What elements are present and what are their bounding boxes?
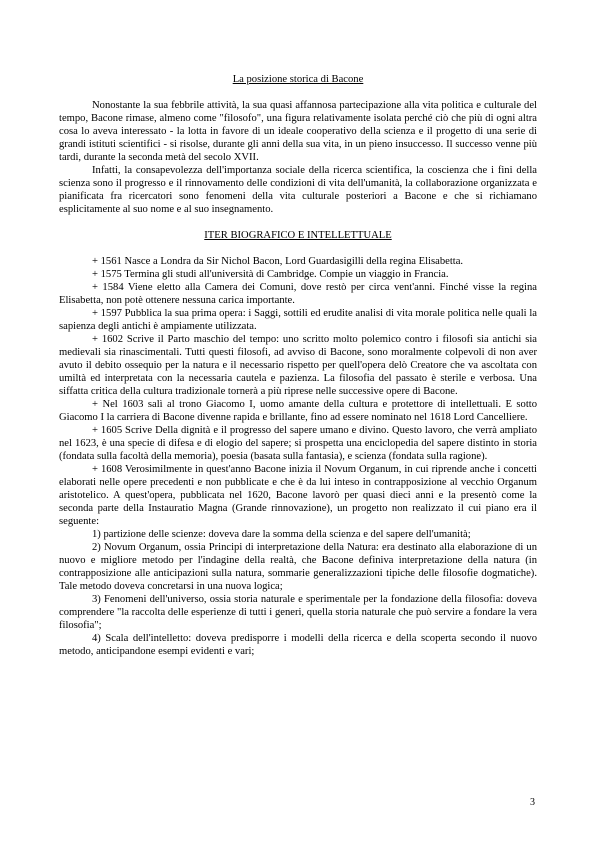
plan-item-2: 2) Novum Organum, ossia Principi di interpretazione della Natura: era destinato alla elaborazione di un nuovo e migliore metodo per l'indagine della realtà, che Bacone definiva interpretazione della natura (in contrapposizione alle anticipazioni sulla natura, sommarie generalizzazioni tipiche delle filosofie dogmatiche). Tale metodo doveva concretarsi in una nuova logica;	[59, 542, 537, 592]
biography-entry-1608: + 1608 Verosimilmente in quest'anno Bacone inizia il Novum Organum, in cui riprende anche i concetti elaborati nelle opere precedenti e non pubblicate e che è da lui inteso in contrapposizione al vecchio Organum aristotelico. A quest'opera, pubblicata nel 1620, Bacone lavorò per quasi dieci anni e la presentò come la seconda parte della Instauratio Magna (Grande rinnovazione), un progetto non realizzato il cui piano era il seguente:	[59, 464, 537, 527]
section-title: ITER BIOGRAFICO E INTELLETTUALE	[204, 230, 392, 241]
document-title: La posizione storica di Bacone	[232, 74, 364, 85]
plan-item-3: 3) Fenomeni dell'universo, ossia storia naturale e sperimentale per la fondazione della filosofia: doveva comprendere "la raccolta delle esperienze di tutti i generi, quella storia naturale che può servire a fondare la vera filosofia";	[59, 594, 537, 631]
biography-entry-1575: + 1575 Termina gli studi all'università di Cambridge. Compie un viaggio in Francia.	[92, 269, 449, 280]
biography-entry-1597: + 1597 Pubblica la sua prima opera: i Saggi, sottili ed erudite analisi di vita morale politica nelle quali la sapienza degli antichi è ampiamente utilizzata.	[59, 308, 537, 332]
biography-entry-1584: + 1584 Viene eletto alla Camera dei Comuni, dove restò per circa vent'anni. Finché visse la regina Elisabetta, non potè ottenere nessuna carica importante.	[59, 282, 537, 306]
page-number: 3	[530, 797, 535, 808]
biography-entry-1603: + Nel 1603 salì al trono Giacomo I, uomo amante della cultura e protettore di intellettuali. E sotto Giacomo I la carriera di Bacone divenne rapida e brillante, fino ad essere nominato nel 1618 Lord Cancelliere.	[59, 399, 537, 423]
biography-entry-1605: + 1605 Scrive Della dignità e il progresso del sapere umano e divino. Questo lavoro, che verrà ampliato nel 1623, è una specie di difesa e di elogio del sapere; si prospetta una enciclopedia del sapere distinto in storia (fondata sulla facoltà della memoria), poesia (basata sulla fantasia), e scienza (fondata sulla ragione).	[59, 425, 537, 462]
intro-paragraph-2: Infatti, la consapevolezza dell'importanza sociale della ricerca scientifica, la coscienza che i fini della scienza sono il progresso e il rinnovamento delle condizioni di vita dell'umanità, la collaborazione organizzata e pianificata fra ricercatori sono fenomeni della vita culturale posteriori a Bacone e che si richiamano esplicitamente al suo nome e al suo insegnamento.	[59, 165, 537, 215]
plan-item-4: 4) Scala dell'intelletto: doveva predisporre i modelli della ricerca e della scoperta secondo il nuovo metodo, anticipandone esempi evidenti e vari;	[59, 633, 537, 657]
biography-entry-1561: + 1561 Nasce a Londra da Sir Nichol Bacon, Lord Guardasigilli della regina Elisabetta.	[92, 256, 464, 267]
plan-item-1: 1) partizione delle scienze: doveva dare la somma della scienza e del sapere dell'umanità;	[92, 529, 471, 540]
biography-entry-1602: + 1602 Scrive il Parto maschio del tempo: uno scritto molto polemico contro i filosofi sia antichi sia medievali sia rinascimentali. Tutti questi filosofi, ad avviso di Bacone, sono moralmente colpevoli di non aver avuto il debito ossequio per la natura e il necessario rispetto per quell'opera delò Creatore che va ascoltata con umiltà ed interpretata con la necessaria cautela e pazienza. La filosofia del passato è sterile e verbosa. Una siffatta critica della cultura tradizionale tornerà a più riprese nelle successive opere di Bacone.	[59, 334, 537, 397]
page-content	[59, 73, 537, 658]
intro-paragraph-1: Nonostante la sua febbrile attività, la sua quasi affannosa partecipazione alla vita politica e culturale del tempo, Bacone rimase, almeno come "filosofo", una figura relativamente isolata perché ciò che più di ogni altra cosa lo aveva interessato - la lotta in favore di un ideale cooperativo della scienza e il progetto di una serie di grandi istituti scientifici - si risolse, durante gli anni della sua vita, in un pieno insuccesso. Il successo venne più tardi, durante la seconda metà del secolo XVII.	[59, 100, 537, 163]
